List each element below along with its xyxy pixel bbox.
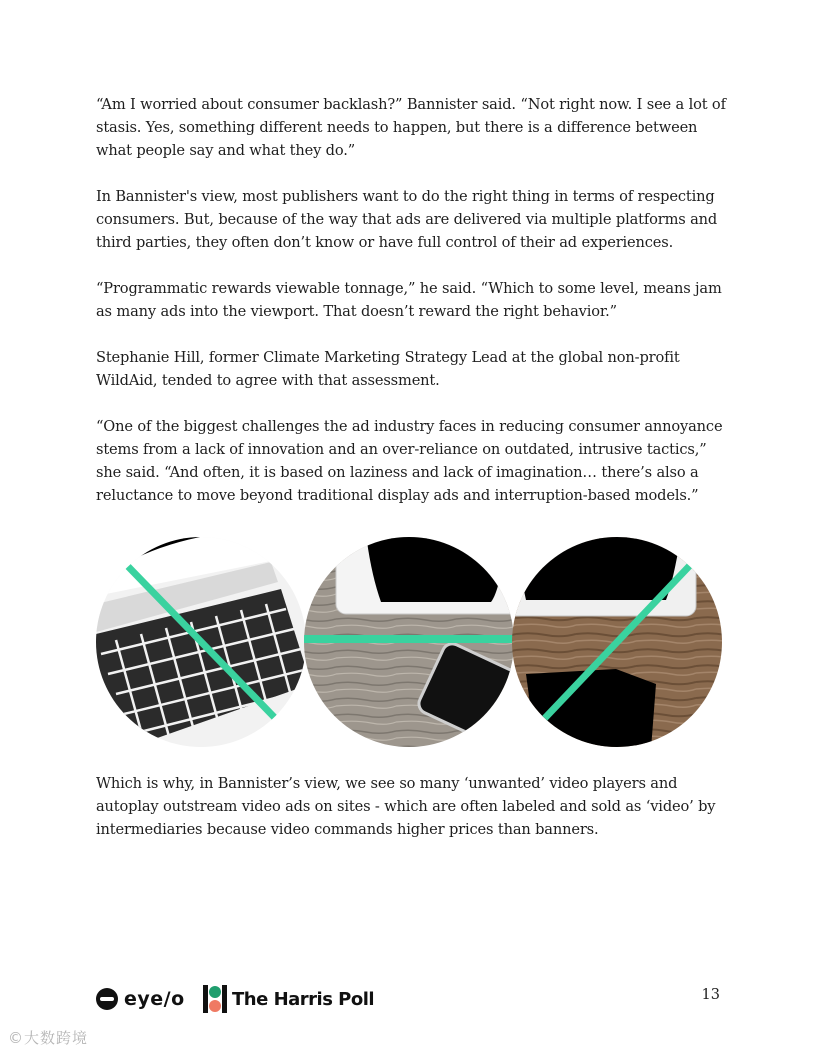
- page-number: 13: [701, 987, 720, 1003]
- wood-table-circle: [496, 534, 722, 749]
- harris-poll-logo-text: The Harris Poll: [232, 988, 375, 1010]
- page-footer: [96, 982, 726, 1016]
- harris-poll-logo: [203, 984, 374, 1014]
- eyeo-eye-icon: [96, 988, 118, 1010]
- watermark: ©大数跨境: [8, 1029, 89, 1047]
- harris-poll-mark-icon: [203, 985, 227, 1013]
- tablet-phone-circle: [296, 534, 526, 749]
- eyeo-logo: [96, 986, 185, 1012]
- paragraph-backlash-quote: “Am I worried about consumer backlash?” Bannister said. “Not right now. I see a lot of stasis. Yes, something different needs to happen, but there is a difference between what people say and what they do.”: [96, 96, 726, 159]
- eyeo-logo-text: eye/o: [124, 988, 185, 1010]
- paragraph-unwanted-video: Which is why, in Bannister’s view, we see so many ‘unwanted’ video players and autoplay outstream video ads on sites - which are often labeled and sold as ‘video’ by intermediaries because video commands higher prices than banners.: [96, 775, 716, 838]
- paragraph-publishers-view: In Bannister's view, most publishers want to do the right thing in terms of respecting consumers. But, because of the way that ads are delivered via multiple platforms and third parties, they often don’t know or have full control of their ad experiences.: [96, 188, 718, 251]
- laptop-keyboard-circle: [96, 534, 311, 749]
- paragraph-challenges-quote: “One of the biggest challenges the ad industry faces in reducing consumer annoyance stems from a lack of innovation and an over-reliance on outdated, intrusive tactics,” she said. “And often, it is based on laziness and lack of imagination… there’s also a reluctance to move beyond traditional display ads and interruption-based models.”: [96, 418, 723, 504]
- device-circles-illustration: [96, 534, 726, 749]
- paragraph-programmatic-quote: “Programmatic rewards viewable tonnage,” he said. “Which to some level, means jam as many ads into the viewport. That doesn’t reward the right behavior.”: [96, 280, 722, 320]
- paragraph-stephanie-hill: Stephanie Hill, former Climate Marketing Strategy Lead at the global non-profit WildAid, tended to agree with that assessment.: [96, 349, 680, 389]
